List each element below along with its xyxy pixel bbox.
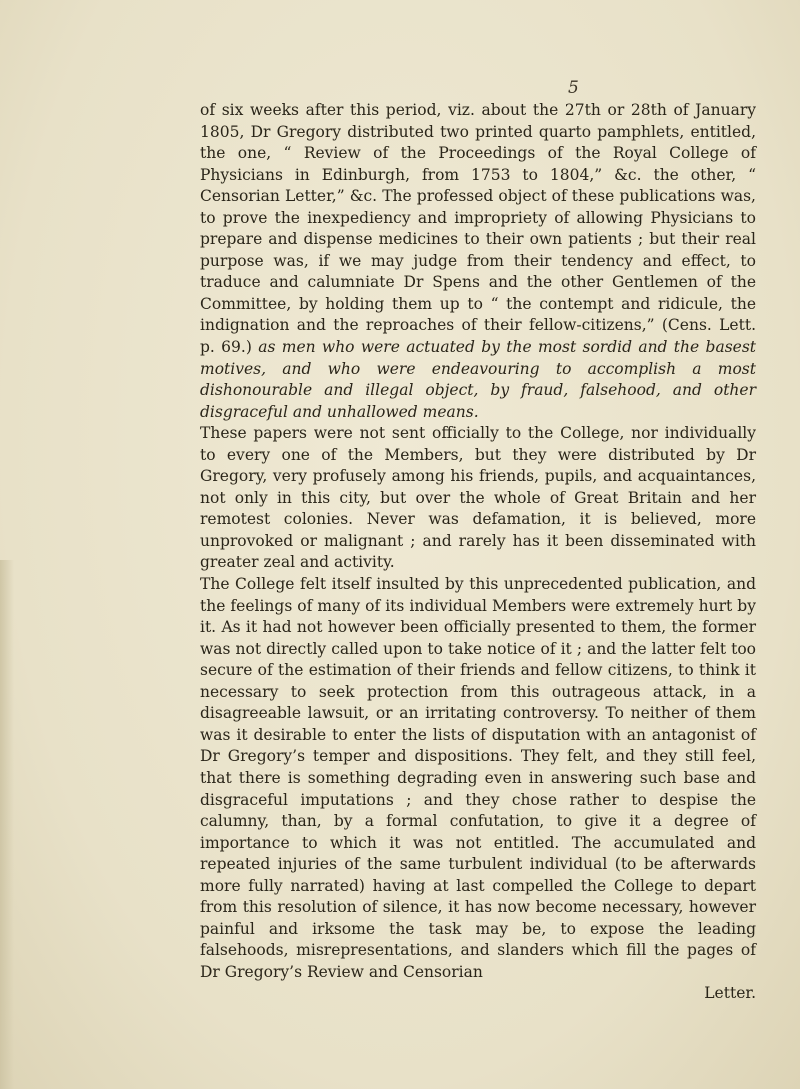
paragraph-2 — [200, 423, 756, 574]
paragraph-1-italic-quote: as men who were actuated by the most sordid and the basest motives, and who were endeavouring to accomplish a most dishonourable and illegal object, by fraud, falsehood, and other disgraceful and unhallowed means. — [200, 338, 756, 421]
page-edge-shadow — [0, 560, 14, 1089]
page-number: 5 — [568, 78, 579, 98]
paragraph-1-text: of six weeks after this period, viz. about the 27th or 28th of January 1805, Dr Gregory distributed two printed quarto pamphlets, entitled, the one, “ Review of the Proceedings of the Royal College of Physicians in Edinburgh, from 1753 to 1804,” &c. the other, “ Censorian Letter,” &c. The professed object of these publications was, to prove the inexpediency and impropriety of allowing Physicians to prepare and dispense medicines to their own patients ; but their real purpose was, if we may judge from their tendency and effect, to traduce and calumniate Dr Spens and the other Gentlemen of the Committee, by holding them up to “ the contempt and ridicule, the indignation and the reproaches of their fellow-citizens,” (Cens. Lett. p. 69.) — [200, 101, 756, 357]
paragraph-1 — [200, 100, 756, 423]
paragraph-2-text: These papers were not sent officially to the College, nor individually to every one of the Members, but they were distributed by Dr Gregory, very profusely among his friends, pupils, and acquaintances, not only in this city, but over the whole of Great Britain and her remotest colonies. Never was defamation, it is believed, more unprovoked or malignant ; and rarely has it been disseminated with greater zeal and activity. — [200, 424, 756, 572]
catchword: Letter. — [704, 984, 756, 1003]
paragraph-3 — [200, 574, 756, 983]
body-text — [200, 100, 756, 1005]
paragraph-3-text: The College felt itself insulted by this unprecedented publication, and the feelings of many of its individual Members were extremely hurt by it. As it had not however been officially presented to them, the former was not directly called upon to take notice of it ; and the latter felt too secure of the estimation of their friends and fellow citizens, to think it necessary to seek protection from this outrageous attack, in a disagreeable lawsuit, or an irritating controversy. To neither of them was it desirable to enter the lists of disputation with an antagonist of Dr Gregory’s temper and dispositions. They felt, and they still feel, that there is something degrading even in answering such base and disgraceful imputations ; and they chose rather to despise the calumny, than, by a formal confutation, to give it a degree of importance to which it was not entitled. The accumulated and repeated injuries of the same turbulent individual (to be afterwards more fully narrated) having at last compelled the College to depart from this resolution of silence, it has now become necessary, however painful and irksome the task may be, to expose the leading falsehoods, misrepresentations, and slanders which fill the pages of Dr Gregory’s Review and Censorian — [200, 575, 756, 981]
